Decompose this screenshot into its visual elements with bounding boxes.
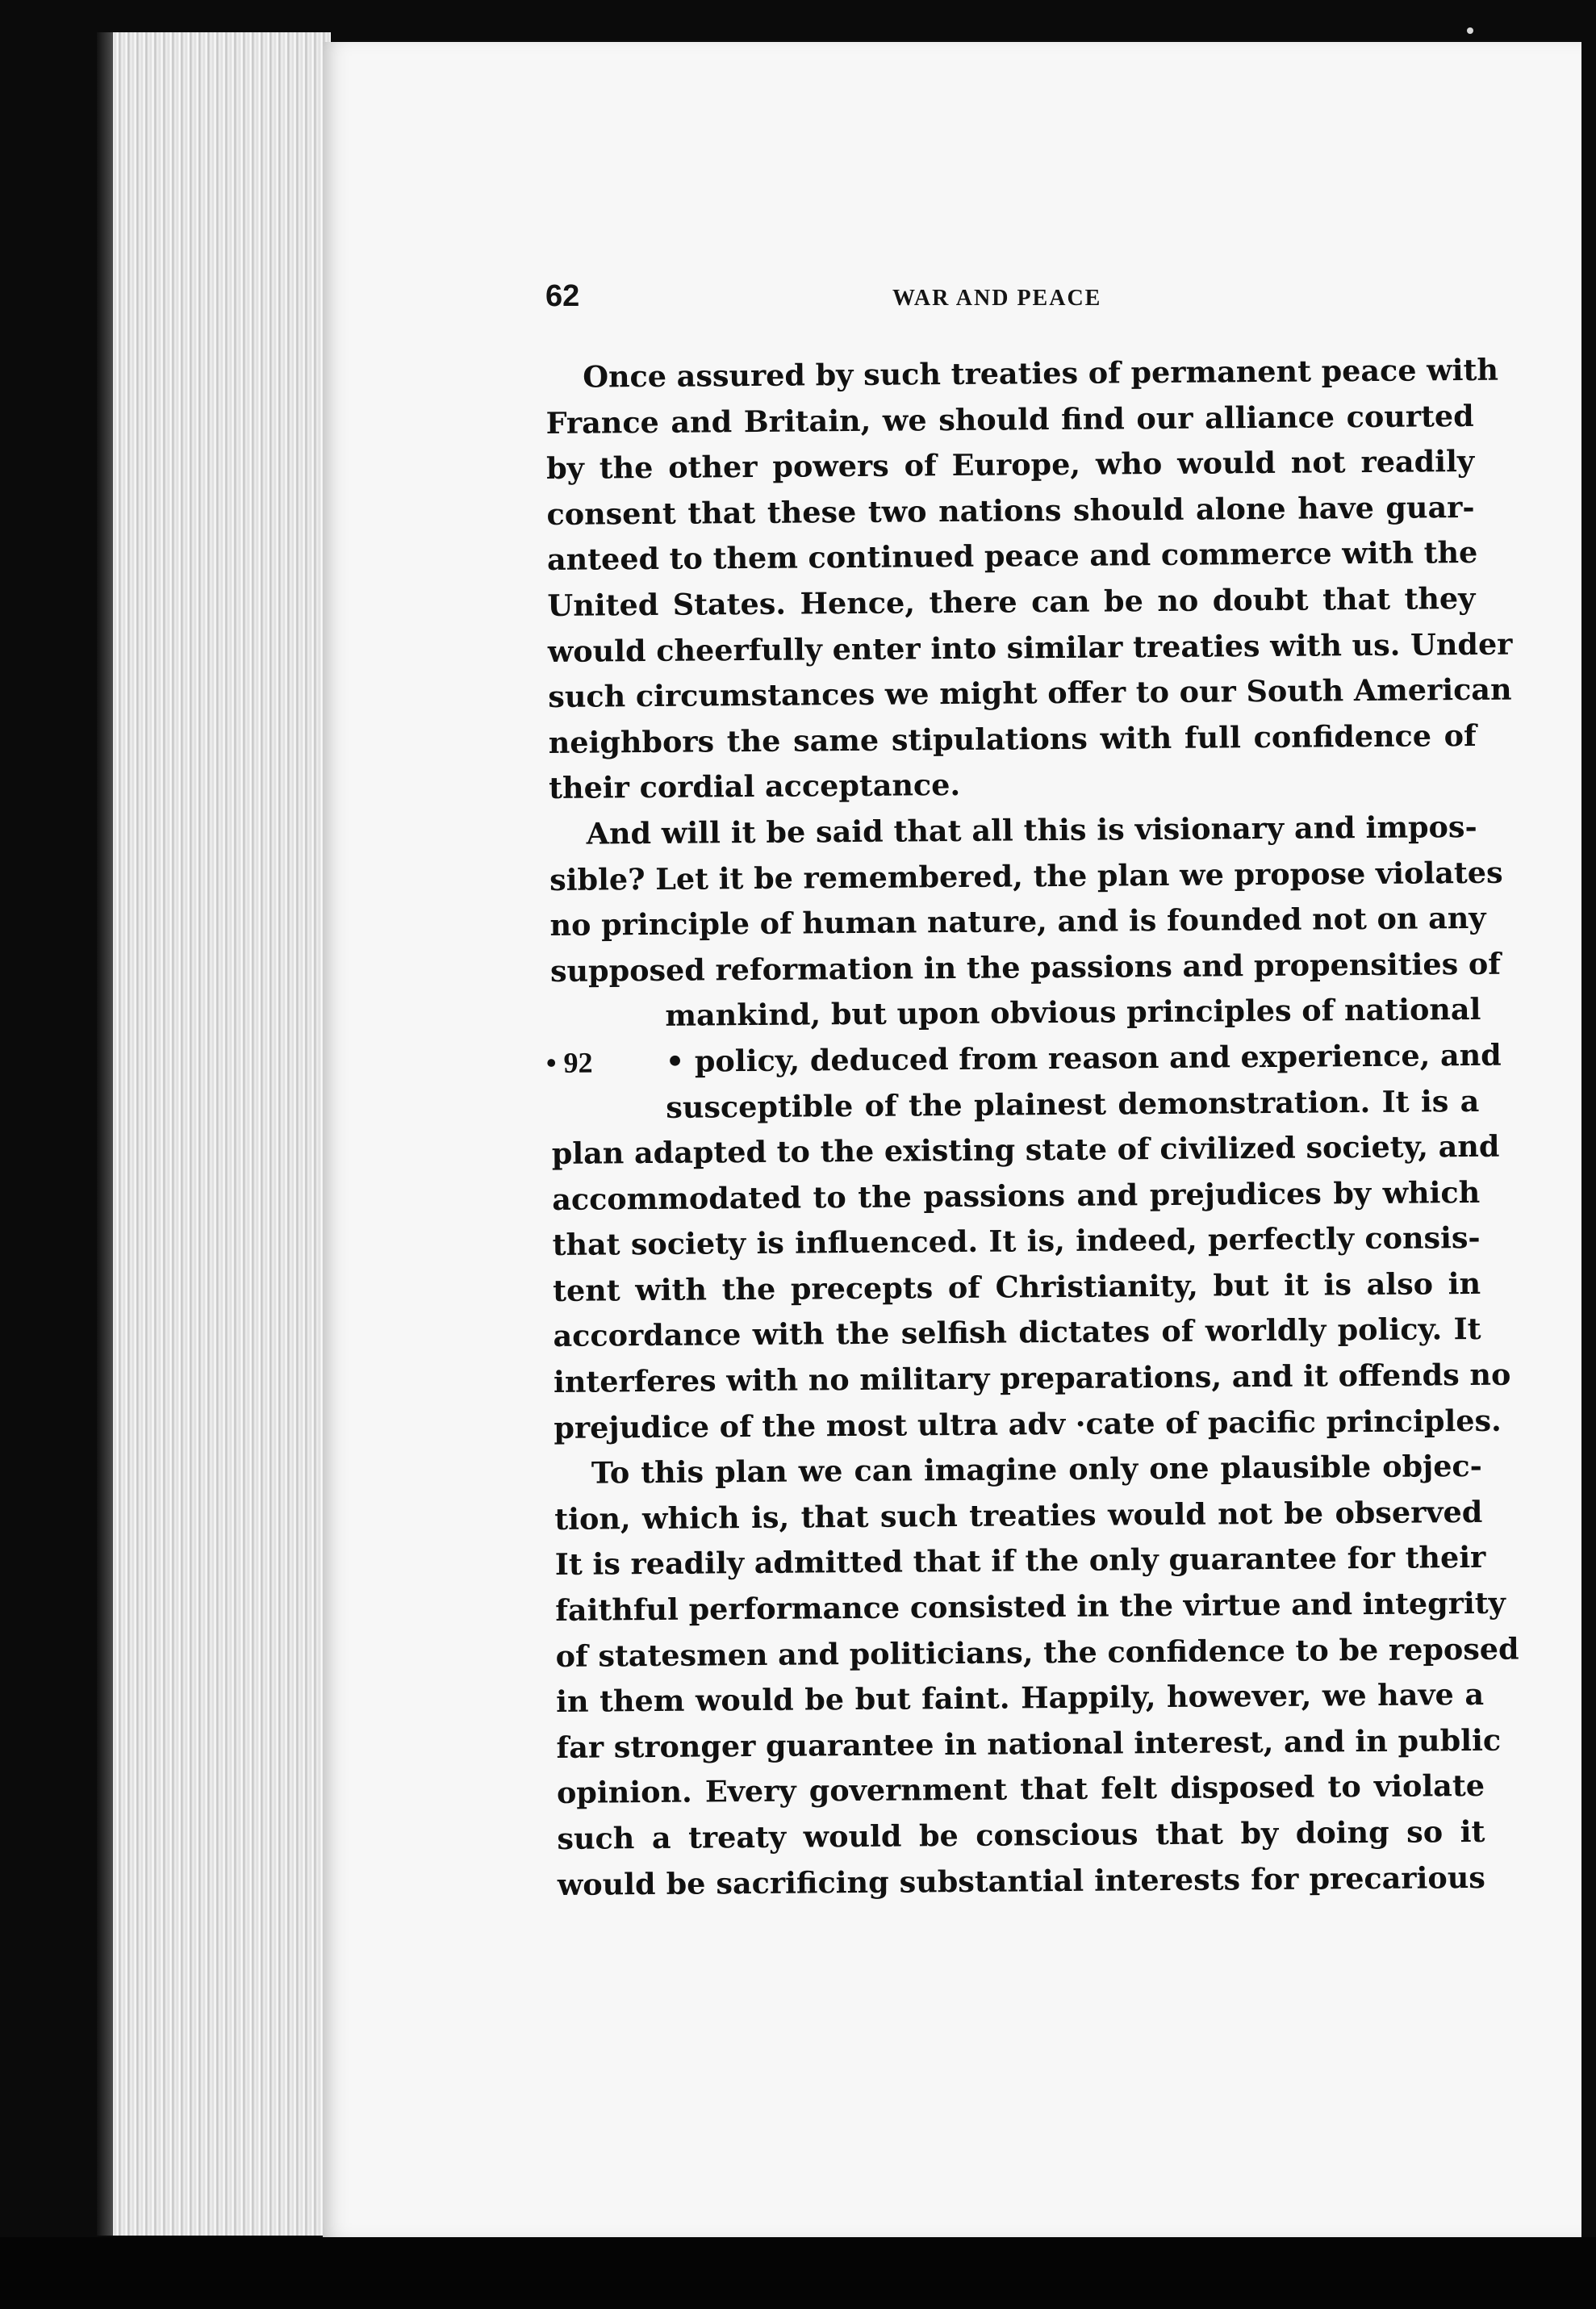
text-line: susceptible of the plainest demonstration. It is a — [666, 1083, 1480, 1125]
text-line: of statesmen and politicians, the confidence to be reposed — [555, 1631, 1519, 1674]
text-line: tent with the precepts of Christianity, but it is also in — [552, 1265, 1481, 1308]
text-line: that society is influenced. It is, indeed, perfectly consis- — [552, 1220, 1481, 1263]
text-line: supposed reformation in the passions and propensities of — [549, 946, 1502, 989]
text-line: plan adapted to the existing state of civilized society, and — [551, 1128, 1500, 1172]
page-header — [545, 279, 1498, 328]
text-line: sible? Let it be remembered, the plan we propose violates — [549, 855, 1503, 897]
running-head: WAR AND PEACE — [892, 286, 1102, 311]
text-line: It is readily admitted that if the only guarantee for their — [554, 1540, 1486, 1583]
text-line: such a treaty would be conscious that by doing so it — [557, 1813, 1485, 1856]
text-line: neighbors the same stipulations with full confidence of — [548, 717, 1477, 760]
body-text — [545, 348, 1519, 1908]
text-line: prejudice of the most ultra adv ·cate of pacific principles. — [554, 1403, 1502, 1445]
text-line: no principle of human nature, and is founded not on any — [549, 900, 1486, 943]
book-gutter — [113, 32, 331, 2236]
text-line: would cheerfully enter into similar treaties with us. Under — [547, 626, 1513, 669]
text-line: And will it be said that all this is visionary and impos- — [586, 809, 1477, 851]
text-line: in them would be but faint. Happily, however, we have a — [555, 1677, 1485, 1720]
text-line: consent that these two nations should alone have guar- — [546, 489, 1475, 532]
text-line: To this plan we can imagine only one plausible objec- — [591, 1449, 1483, 1491]
text-line: tion, which is, that such treaties would not be observed — [554, 1494, 1483, 1537]
text-line: Once assured by such treaties of permanent peace with — [583, 352, 1499, 395]
scan-border — [0, 2237, 1596, 2309]
text-line: by the other powers of Europe, who would not readily — [545, 444, 1475, 487]
text-line: anteed to them continued peace and commerce with the — [546, 535, 1478, 578]
text-line: accordance with the selfish dictates of worldly policy. It — [553, 1311, 1481, 1354]
text-line: far stronger guarantee in national interest, and in public — [556, 1722, 1502, 1765]
scan-speck — [1467, 27, 1473, 34]
text-line: • policy, deduced from reason and experience, and — [665, 1037, 1502, 1079]
text-line-with-margin-note — [545, 1033, 1502, 1086]
text-line: opinion. Every government that felt disposed to violate — [556, 1768, 1485, 1811]
text-line: United States. Hence, there can be no doubt that they — [547, 580, 1476, 623]
page-number: 62 — [545, 279, 580, 313]
text-line: would be sacrificing substantial interests for precarious — [557, 1859, 1486, 1902]
text-line: their cordial acceptance. — [549, 768, 961, 806]
text-line: faithful performance consisted in the virtue and integrity — [555, 1585, 1506, 1628]
text-line: mankind, but upon obvious principles of national — [665, 992, 1481, 1034]
text-line: interferes with no military preparations, and it offends no — [553, 1357, 1511, 1400]
text-line: France and Britain, we should find our alliance courted — [545, 398, 1474, 441]
text-line: such circumstances we might offer to our South American — [548, 671, 1512, 715]
margin-page-note: • 92 — [545, 1046, 593, 1079]
text-line: accommodated to the passions and prejudices by which — [552, 1174, 1481, 1217]
